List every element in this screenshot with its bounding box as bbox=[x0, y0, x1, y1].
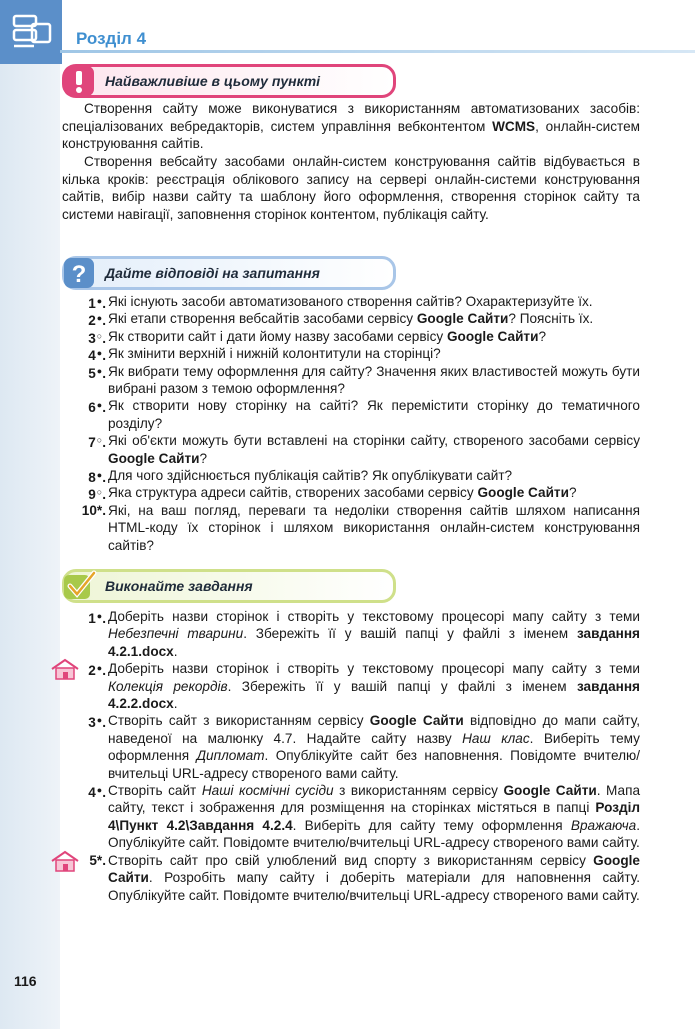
task-number: 3●. bbox=[88, 715, 106, 731]
text-run: Які об'єкти можуть бути вставлені на сторінки сайту, створеного засобами сервісу bbox=[108, 433, 640, 449]
questions-banner bbox=[62, 256, 396, 290]
tasks-banner bbox=[62, 569, 396, 603]
layout-icon bbox=[8, 8, 56, 56]
question-text bbox=[108, 346, 441, 361]
bold-term: Google Сайти bbox=[446, 328, 539, 344]
summary-title: Найважливіше в цьому пункті bbox=[105, 73, 321, 89]
question-number-text: 3 bbox=[88, 330, 96, 346]
italic-term: Колекція рекордів bbox=[108, 678, 228, 694]
bold-term: Google Сайти bbox=[503, 783, 597, 799]
question-number-text: 6 bbox=[88, 400, 96, 416]
question-item bbox=[62, 363, 640, 398]
text-run: Як вибрати тему оформлення для сайту? Значення яких властивостей можуть бути вибрані разом з темою оформлення? bbox=[108, 363, 640, 397]
question-text bbox=[108, 311, 593, 326]
question-item bbox=[62, 502, 640, 554]
home-icon bbox=[50, 658, 80, 680]
difficulty-mark: ● bbox=[96, 715, 103, 726]
question-icon bbox=[61, 255, 97, 291]
question-number: 1●. bbox=[88, 296, 106, 311]
text-run: . Мапа сайту, текст і зображення для розміщення на сторінках містяться в папці bbox=[108, 783, 641, 816]
task-number: 5*. bbox=[89, 852, 106, 868]
question-text bbox=[108, 294, 593, 309]
difficulty-mark: ● bbox=[96, 365, 103, 376]
text-run: . Збережіть її у вашій папці у файлі з іменем bbox=[243, 626, 577, 642]
svg-text:?: ? bbox=[71, 261, 87, 288]
question-text bbox=[108, 468, 512, 483]
checkmark-icon bbox=[61, 568, 97, 604]
question-number: 2●. bbox=[88, 313, 106, 329]
question-item bbox=[62, 484, 640, 501]
text-run: Для чого здійснюється публікація сайтів? Як опублікувати сайт? bbox=[108, 468, 513, 484]
question-number: 10*. bbox=[81, 502, 106, 518]
section-title: Розділ 4 bbox=[76, 29, 147, 48]
task-number-text: 3 bbox=[88, 715, 96, 731]
summary-paragraph-1 bbox=[62, 100, 640, 153]
question-number: 3○. bbox=[88, 330, 106, 346]
text-run: Створіть сайт з використанням сервісу bbox=[108, 713, 370, 729]
italic-term: Дипломат bbox=[196, 748, 265, 764]
task-number: 1●. bbox=[88, 611, 106, 626]
question-number: 5●. bbox=[88, 365, 106, 381]
text-run: Як змінити верхній і нижній колонтитули на сторінці? bbox=[108, 346, 441, 362]
question-number-text: 2 bbox=[88, 313, 96, 329]
task-number: 2●. bbox=[88, 663, 106, 679]
question-text bbox=[108, 433, 640, 465]
task-item bbox=[62, 852, 640, 904]
text-run: з використанням сервісу bbox=[333, 783, 504, 799]
task-item bbox=[62, 608, 640, 660]
exclamation-icon bbox=[61, 63, 97, 99]
text-run: . Виберіть для сайту тему оформлення bbox=[292, 817, 571, 833]
summary-paragraph-2: Створення вебсайту засобами онлайн-систем конструювання сайтів відбувається в кілька кроків: реєстрація облікового запису на сервері онлайн-системи конструювання сайтів, вибір назви сайту та шаблону його оформлення, створення сторінок сайту та системи навігації, заповнення сторінок контентом, публікація сайту. bbox=[62, 154, 640, 222]
bold-term: завдання 4.2.1.docx bbox=[108, 626, 640, 659]
text-run: . Виберіть тему оформлення bbox=[108, 730, 640, 764]
task-item bbox=[62, 782, 640, 852]
text-run: відповідно до мапи сайту, наведеної на малюнку 4.7. Надайте сайту назву bbox=[108, 713, 641, 746]
text-run: Які існують засоби автоматизованого створення сайтів? Охарактеризуйте їх. bbox=[108, 294, 593, 309]
difficulty-mark: * bbox=[96, 502, 103, 518]
question-text bbox=[108, 329, 546, 344]
question-text bbox=[108, 503, 640, 553]
question-item bbox=[62, 328, 640, 345]
question-number: 9○. bbox=[88, 487, 106, 503]
task-number-text: 1 bbox=[88, 611, 96, 626]
bold-term: Google Сайти bbox=[108, 450, 200, 466]
difficulty-mark: ○ bbox=[96, 435, 103, 446]
question-item bbox=[62, 432, 640, 467]
bold-term: Google Сайти bbox=[477, 485, 569, 501]
text-run: . Розробіть мапу сайту і доберіть матеріали для наповнення сайту. Опублікуйте сайт. Повідомте вчителю/вчительці URL-адресу створеного вами сайту. bbox=[108, 870, 640, 903]
question-number: 6●. bbox=[88, 400, 106, 416]
summary-text: Створення сайту може виконуватися з використанням автоматизованих засобів: спеціалізованих вебредакторів, систем управління вебконтентом bbox=[62, 101, 640, 134]
summary-banner bbox=[62, 64, 396, 98]
task-number-text: 5 bbox=[89, 852, 97, 868]
question-number-text: 5 bbox=[88, 365, 96, 381]
questions-title: Дайте відповіді на запитання bbox=[105, 265, 320, 281]
text-run: Доберіть назви сторінок і створіть у текстовому процесорі мапу сайту з теми bbox=[108, 661, 640, 677]
text-run: Які, на ваш погляд, переваги та недоліки створення сайтів шляхом написання HTML-коду їх сторінок і шляхом використання онлайн-систем конструювання сайтів? bbox=[108, 502, 640, 553]
question-number-text: 1 bbox=[88, 296, 96, 311]
difficulty-mark: ● bbox=[96, 296, 103, 306]
task-item bbox=[62, 660, 640, 712]
question-number-text: 4 bbox=[88, 348, 96, 364]
question-number-text: 8 bbox=[88, 470, 96, 486]
page-number: 116 bbox=[14, 973, 37, 989]
section-corner bbox=[0, 0, 62, 64]
bold-term: завдання 4.2.2.docx bbox=[108, 678, 640, 712]
questions-list bbox=[62, 293, 640, 554]
text-run: ? bbox=[568, 485, 577, 501]
text-run: Які етапи створення вебсайтів засобами сервісу bbox=[108, 311, 417, 327]
task-text bbox=[108, 609, 640, 659]
italic-term: Наші космічні сусіди bbox=[201, 783, 334, 799]
italic-term: Наш клас bbox=[462, 730, 530, 746]
task-text bbox=[108, 713, 640, 780]
question-item bbox=[62, 397, 640, 432]
tasks-title: Виконайте завдання bbox=[105, 578, 253, 594]
difficulty-mark: ● bbox=[96, 611, 103, 621]
tasks-list bbox=[62, 608, 640, 904]
text-run: . bbox=[173, 643, 178, 659]
difficulty-mark: ● bbox=[96, 313, 103, 324]
home-icon bbox=[50, 850, 80, 872]
difficulty-mark: ● bbox=[96, 400, 103, 411]
difficulty-mark: ● bbox=[96, 470, 103, 481]
text-run: ? Поясніть їх. bbox=[508, 311, 594, 327]
left-margin-band bbox=[0, 0, 60, 1029]
task-text bbox=[108, 661, 640, 711]
question-item bbox=[62, 293, 640, 310]
bold-term: Google Сайти bbox=[416, 311, 509, 327]
question-number: 8●. bbox=[88, 470, 106, 486]
bold-term: Розділ 4\Пункт 4.2\Завдання 4.2.4 bbox=[108, 800, 640, 833]
question-item bbox=[62, 345, 640, 362]
question-number-text: 10 bbox=[81, 502, 97, 518]
summary-term: WCMS bbox=[492, 118, 536, 134]
question-text bbox=[108, 485, 577, 500]
difficulty-mark: ○ bbox=[96, 487, 103, 498]
difficulty-mark: * bbox=[96, 852, 103, 868]
task-number: 4●. bbox=[88, 785, 106, 801]
difficulty-mark: ● bbox=[96, 348, 103, 359]
bold-term: Google Сайти bbox=[108, 852, 640, 886]
task-number-text: 4 bbox=[88, 785, 96, 801]
italic-term: Вражаюча bbox=[570, 817, 637, 833]
task-item bbox=[62, 712, 640, 782]
task-text bbox=[108, 853, 640, 903]
text-run: . Опублікуйте сайт без наповнення. Повідомте вчителю/вчительці URL-адресу створеного вами сайту. bbox=[108, 748, 640, 781]
question-item bbox=[62, 310, 640, 327]
task-number-text: 2 bbox=[88, 663, 96, 679]
text-run: Створіть сайт bbox=[108, 783, 202, 799]
difficulty-mark: ○ bbox=[96, 330, 103, 341]
italic-term: Небезпечні тварини bbox=[108, 626, 244, 642]
difficulty-mark: ● bbox=[96, 785, 103, 796]
text-run: Яка структура адреси сайтів, створених засобами сервісу bbox=[108, 485, 478, 501]
summary-text: , онлайн-систем конструювання сайтів. bbox=[62, 118, 640, 152]
question-item bbox=[62, 467, 640, 484]
text-run: . bbox=[173, 696, 178, 712]
text-run: . Опублікуйте сайт. Повідомте вчителю/вчительці URL-адресу створеного вами сайту. bbox=[108, 817, 640, 851]
text-run: . Збережіть її у вашій папці у файлі з іменем bbox=[227, 678, 577, 694]
question-text bbox=[108, 364, 640, 396]
bold-term: Google Сайти bbox=[369, 713, 464, 729]
question-text bbox=[108, 398, 640, 430]
text-run: Доберіть назви сторінок і створіть у текстовому процесорі мапу сайту з теми bbox=[108, 609, 640, 624]
text-run: Як створити нову сторінку на сайті? Як перемістити сторінку до тематичного розділу? bbox=[108, 398, 640, 431]
text-run: ? bbox=[538, 328, 547, 344]
difficulty-mark: ● bbox=[96, 663, 103, 674]
text-run: ? bbox=[199, 450, 208, 466]
question-number: 4●. bbox=[88, 348, 106, 364]
question-number-text: 9 bbox=[88, 487, 96, 503]
header-divider bbox=[60, 50, 695, 53]
text-run: Створіть сайт про свій улюблений вид спорту з використанням сервісу bbox=[108, 852, 594, 868]
question-number: 7○. bbox=[88, 435, 106, 451]
task-text bbox=[108, 783, 640, 850]
text-run: Як створити сайт і дати йому назву засобами сервісу bbox=[108, 328, 447, 344]
question-number-text: 7 bbox=[88, 435, 96, 451]
